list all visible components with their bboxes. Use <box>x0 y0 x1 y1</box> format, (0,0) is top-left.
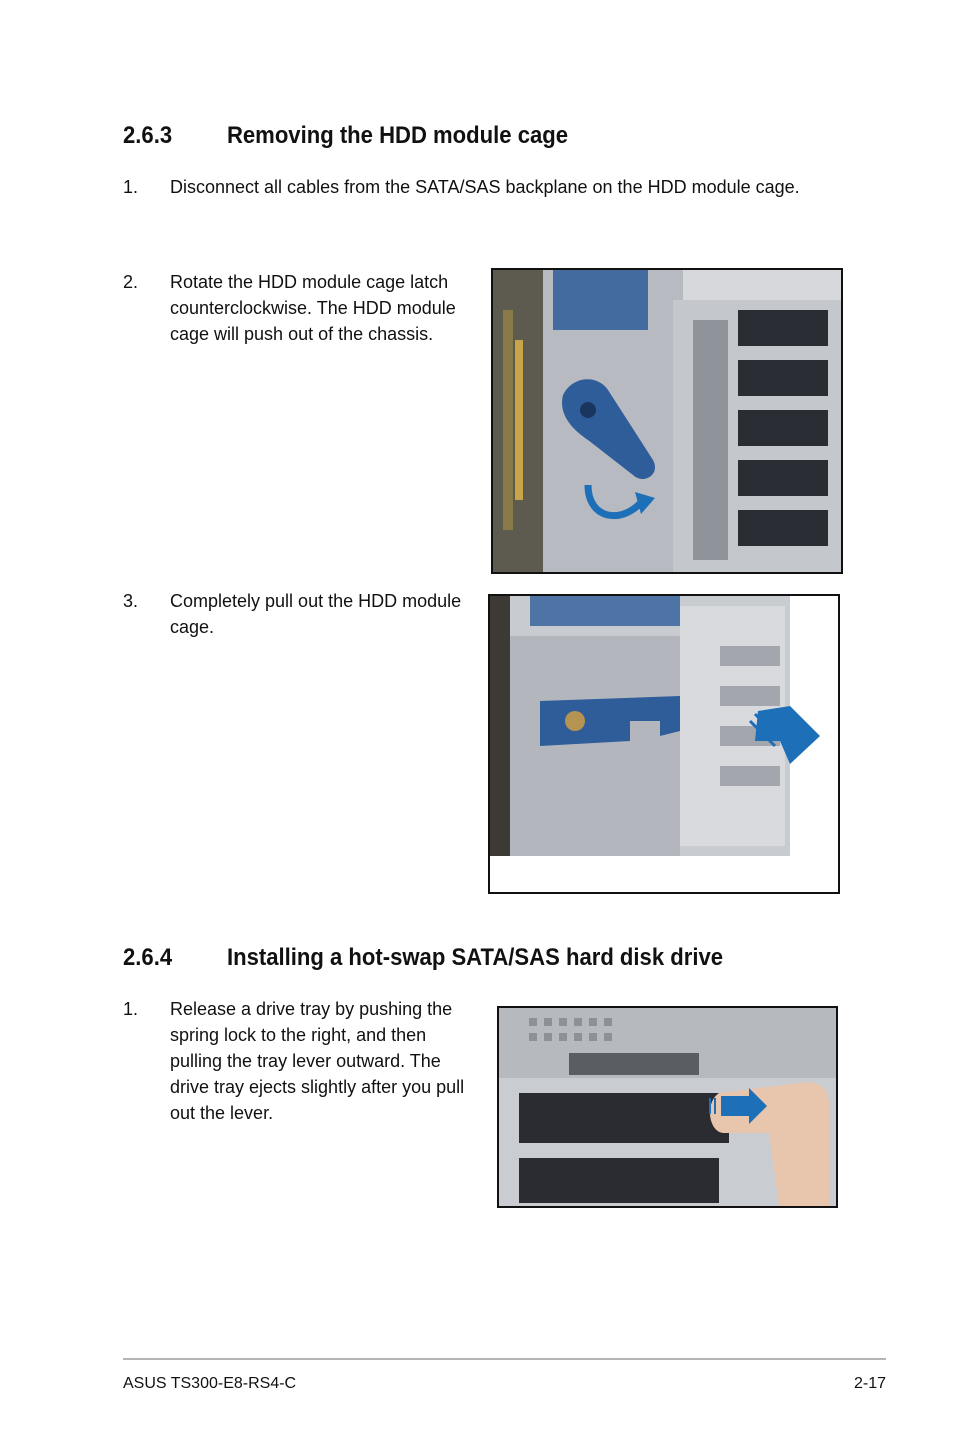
step-1-release-drive-tray <box>123 996 483 1136</box>
footer-page-number: 2-17 <box>853 1375 886 1392</box>
section-number: 2.6.3 <box>123 122 173 149</box>
drive-tray-illustration <box>499 1008 836 1206</box>
section-heading-2-6-3 <box>123 122 675 152</box>
footer-rule <box>123 1358 886 1360</box>
section-title: Installing a hot-swap SATA/SAS hard disk drive <box>226 944 724 971</box>
chassis-latch-illustration <box>493 270 841 572</box>
step-text: Release a drive tray by pushing the spring lock to the right, and then pulling the tray lever outward. The drive tray ejects slightly after you pull out the lever. <box>170 999 465 1123</box>
step-text: Disconnect all cables from the SATA/SAS backplane on the HDD module cage. <box>170 177 800 197</box>
step-number: 1. <box>123 999 139 1019</box>
figure-pull-out-cage <box>488 594 840 894</box>
step-3-pull-out-cage <box>123 588 468 644</box>
step-2-rotate-latch <box>123 269 468 379</box>
section-number: 2.6.4 <box>123 944 173 971</box>
step-number: 3. <box>123 591 139 611</box>
footer-product-name: ASUS TS300-E8-RS4-C <box>123 1375 297 1392</box>
step-number: 2. <box>123 272 139 292</box>
step-1-remove-cables <box>123 174 823 230</box>
cage-pull-illustration <box>490 596 838 892</box>
step-text: Completely pull out the HDD module cage. <box>170 591 462 637</box>
section-heading-2-6-4 <box>123 944 767 974</box>
step-number: 1. <box>123 177 139 197</box>
figure-release-drive-tray <box>497 1006 838 1208</box>
step-text: Rotate the HDD module cage latch counterclockwise. The HDD module cage will push out of the chassis. <box>170 272 456 344</box>
section-title: Removing the HDD module cage <box>226 122 569 149</box>
figure-rotate-latch <box>491 268 843 574</box>
